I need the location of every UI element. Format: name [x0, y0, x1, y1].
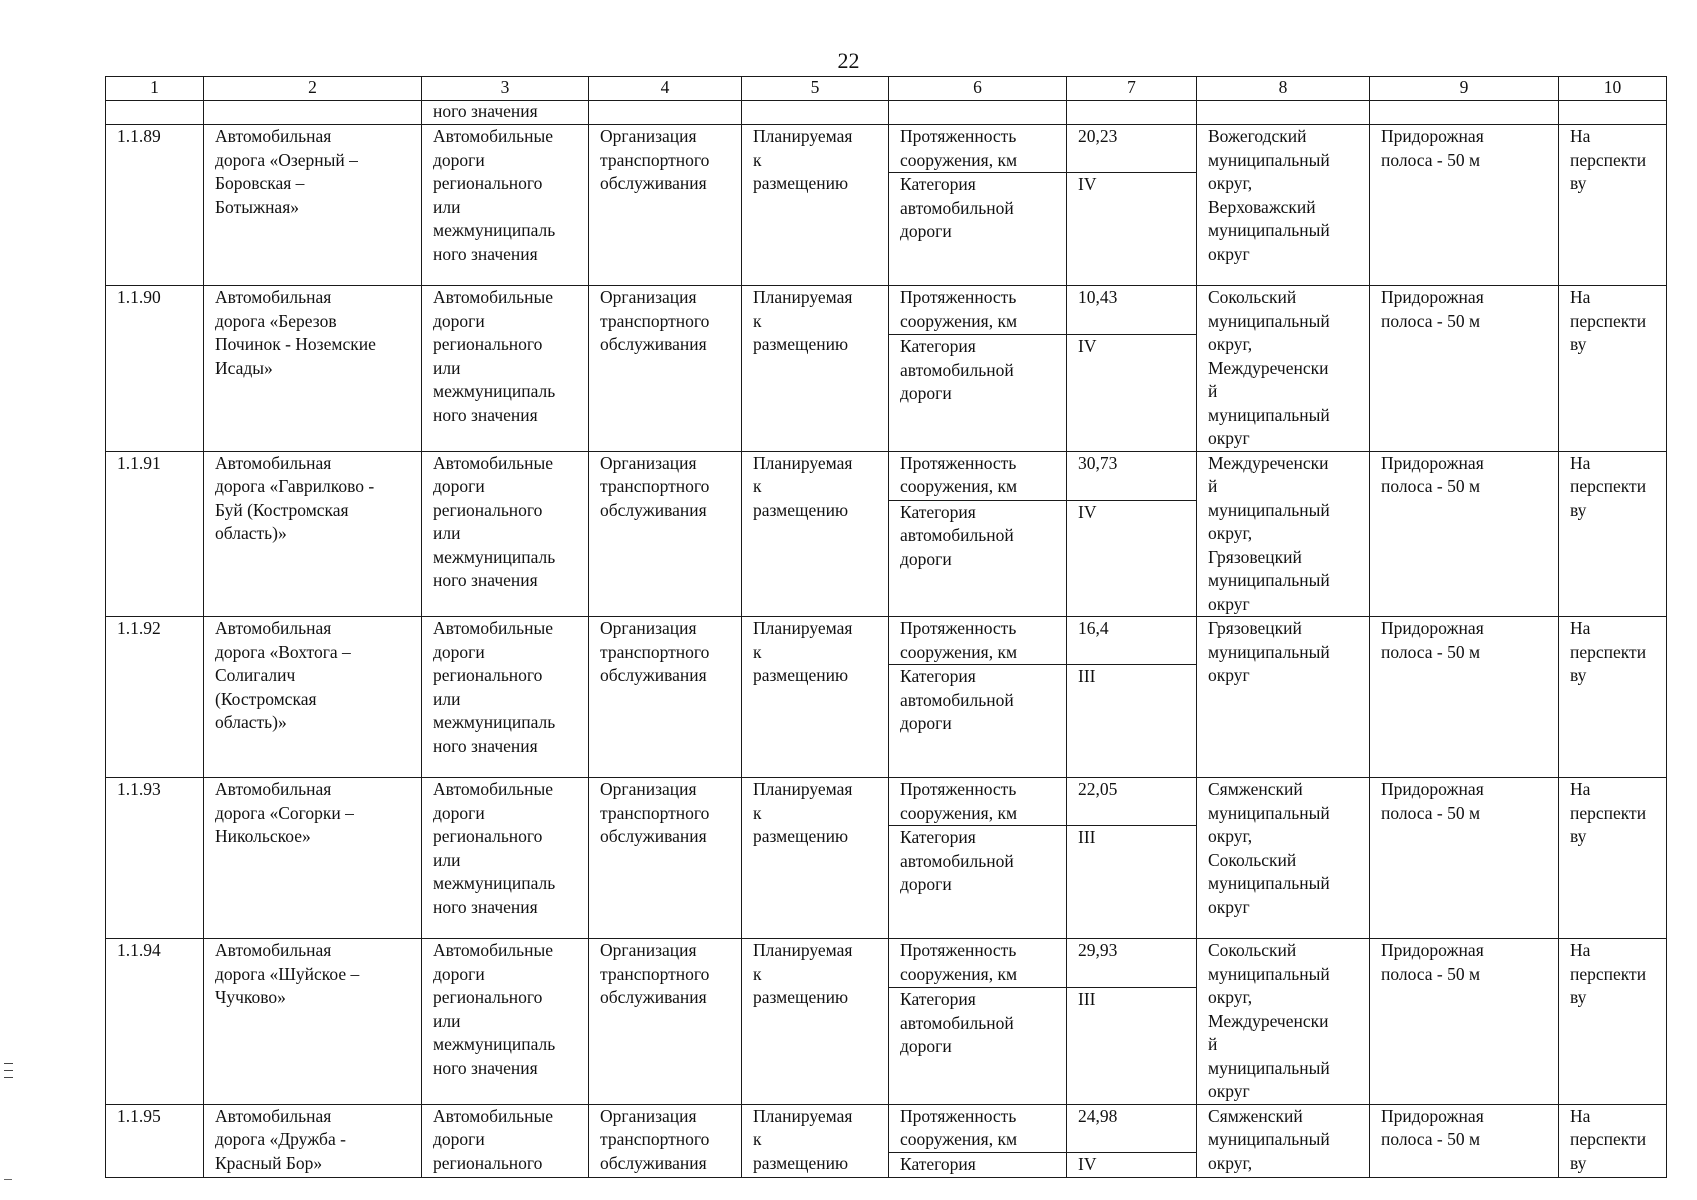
- column-number: 7: [1067, 77, 1197, 101]
- table-cell: [589, 101, 742, 125]
- implementation-term: На перспекти ву: [1559, 778, 1667, 939]
- column-number: 3: [422, 77, 589, 101]
- object-location: Междуреченски й муниципальный округ, Грязовецкий муниципальный округ: [1197, 451, 1370, 617]
- object-location: Сямженский муниципальный округ, Сокольский муниципальный округ: [1197, 778, 1370, 939]
- object-name: Автомобильная дорога «Шуйское – Чучково»: [204, 939, 422, 1105]
- object-status: Планируемая к размещению: [742, 1104, 889, 1177]
- table-row: [106, 286, 1667, 335]
- object-status: Планируемая к размещению: [742, 451, 889, 617]
- implementation-term: На перспекти ву: [1559, 451, 1667, 617]
- margin-mark: [4, 1179, 12, 1180]
- table-row: [106, 617, 1667, 665]
- parameter-value: III: [1067, 665, 1197, 778]
- parameter-value: IV: [1067, 335, 1197, 451]
- row-number: 1.1.93: [106, 778, 204, 939]
- object-status: Планируемая к размещению: [742, 286, 889, 452]
- table-cell: [1197, 101, 1370, 125]
- row-number: 1.1.91: [106, 451, 204, 617]
- table-row: [106, 451, 1667, 500]
- protection-zone: Придорожная полоса - 50 м: [1370, 451, 1559, 617]
- table-cell: [1067, 101, 1197, 125]
- object-name: Автомобильная дорога «Дружба - Красный Бор»: [204, 1104, 422, 1177]
- object-location: Сямженский муниципальный округ,: [1197, 1104, 1370, 1177]
- parameter-value: 24,98: [1067, 1104, 1197, 1152]
- parameter-value: 29,93: [1067, 939, 1197, 988]
- parameter-name: Протяженность сооружения, км: [889, 1104, 1067, 1152]
- parameter-value: 10,43: [1067, 286, 1197, 335]
- object-kind: Автомобильные дороги регионального или межмуниципаль ного значения: [422, 617, 589, 778]
- protection-zone: Придорожная полоса - 50 м: [1370, 617, 1559, 778]
- object-purpose: Организация транспортного обслуживания: [589, 286, 742, 452]
- margin-mark: [4, 1077, 13, 1078]
- row-number: 1.1.94: [106, 939, 204, 1105]
- parameter-name: Категория автомобильной дороги: [889, 988, 1067, 1104]
- table-cell: [204, 101, 422, 125]
- protection-zone: Придорожная полоса - 50 м: [1370, 939, 1559, 1105]
- parameter-value: IV: [1067, 500, 1197, 616]
- object-purpose: Организация транспортного обслуживания: [589, 125, 742, 286]
- margin-mark: [4, 1070, 13, 1071]
- object-name: Автомобильная дорога «Озерный – Боровская – Ботыжная»: [204, 125, 422, 286]
- object-name: Автомобильная дорога «Согорки – Никольское»: [204, 778, 422, 939]
- column-number: 6: [889, 77, 1067, 101]
- object-status: Планируемая к размещению: [742, 125, 889, 286]
- table-cell: [889, 101, 1067, 125]
- implementation-term: На перспекти ву: [1559, 617, 1667, 778]
- parameter-value: 22,05: [1067, 778, 1197, 826]
- column-number: 2: [204, 77, 422, 101]
- object-purpose: Организация транспортного обслуживания: [589, 1104, 742, 1177]
- column-number: 1: [106, 77, 204, 101]
- parameter-name: Протяженность сооружения, км: [889, 286, 1067, 335]
- parameter-value: III: [1067, 988, 1197, 1104]
- row-number: 1.1.92: [106, 617, 204, 778]
- table-cell: [742, 101, 889, 125]
- object-kind: Автомобильные дороги регионального или межмуниципаль ного значения: [422, 125, 589, 286]
- parameter-name: Категория автомобильной дороги: [889, 500, 1067, 616]
- table-cell: [1370, 101, 1559, 125]
- object-location: Сокольский муниципальный округ, Междуреченски й муниципальный округ: [1197, 286, 1370, 452]
- object-location: Сокольский муниципальный округ, Междуреченски й муниципальный округ: [1197, 939, 1370, 1105]
- parameter-value: 20,23: [1067, 125, 1197, 173]
- protection-zone: Придорожная полоса - 50 м: [1370, 1104, 1559, 1177]
- object-status: Планируемая к размещению: [742, 778, 889, 939]
- object-location: Вожегодский муниципальный округ, Верховажский муниципальный округ: [1197, 125, 1370, 286]
- parameter-value: 30,73: [1067, 451, 1197, 500]
- object-status: Планируемая к размещению: [742, 617, 889, 778]
- page-number: 22: [837, 48, 860, 73]
- object-location: Грязовецкий муниципальный округ: [1197, 617, 1370, 778]
- protection-zone: Придорожная полоса - 50 м: [1370, 286, 1559, 452]
- parameter-name: Категория автомобильной дороги: [889, 665, 1067, 778]
- protection-zone: Придорожная полоса - 50 м: [1370, 125, 1559, 286]
- object-kind-continuation: ного значения: [422, 101, 589, 125]
- object-purpose: Организация транспортного обслуживания: [589, 778, 742, 939]
- object-name: Автомобильная дорога «Березов Починок - Ноземские Исады»: [204, 286, 422, 452]
- object-kind: Автомобильные дороги регионального или межмуниципаль ного значения: [422, 778, 589, 939]
- parameter-name: Категория автомобильной дороги: [889, 173, 1067, 286]
- parameter-name: Категория автомобильной дороги: [889, 335, 1067, 451]
- table-row: [106, 125, 1667, 173]
- column-number: 8: [1197, 77, 1370, 101]
- margin-mark: [4, 1063, 13, 1064]
- table-row: [106, 1104, 1667, 1152]
- parameter-value: 16,4: [1067, 617, 1197, 665]
- parameter-value: IV: [1067, 1152, 1197, 1177]
- table-cell: [106, 101, 204, 125]
- object-purpose: Организация транспортного обслуживания: [589, 617, 742, 778]
- parameter-name: Протяженность сооружения, км: [889, 939, 1067, 988]
- object-kind: Автомобильные дороги регионального или межмуниципаль ного значения: [422, 939, 589, 1105]
- column-number: 10: [1559, 77, 1667, 101]
- row-number: 1.1.90: [106, 286, 204, 452]
- object-kind: Автомобильные дороги регионального или межмуниципаль ного значения: [422, 451, 589, 617]
- planned-objects-table: [105, 76, 1667, 1178]
- row-number: 1.1.95: [106, 1104, 204, 1177]
- row-number: 1.1.89: [106, 125, 204, 286]
- column-number: 5: [742, 77, 889, 101]
- parameter-name: Категория: [889, 1152, 1067, 1177]
- parameter-name: Протяженность сооружения, км: [889, 451, 1067, 500]
- implementation-term: На перспекти ву: [1559, 1104, 1667, 1177]
- table-row: [106, 778, 1667, 826]
- object-status: Планируемая к размещению: [742, 939, 889, 1105]
- table-cell: [1559, 101, 1667, 125]
- implementation-term: На перспекти ву: [1559, 939, 1667, 1105]
- object-kind: Автомобильные дороги регионального или межмуниципаль ного значения: [422, 286, 589, 452]
- object-purpose: Организация транспортного обслуживания: [589, 939, 742, 1105]
- parameter-name: Протяженность сооружения, км: [889, 125, 1067, 173]
- parameter-value: IV: [1067, 173, 1197, 286]
- protection-zone: Придорожная полоса - 50 м: [1370, 778, 1559, 939]
- parameter-name: Категория автомобильной дороги: [889, 826, 1067, 939]
- table-row: [106, 939, 1667, 988]
- column-number: 9: [1370, 77, 1559, 101]
- object-purpose: Организация транспортного обслуживания: [589, 451, 742, 617]
- parameter-name: Протяженность сооружения, км: [889, 617, 1067, 665]
- column-number-row: [106, 77, 1667, 101]
- object-name: Автомобильная дорога «Вохтога – Солигалич (Костромская область)»: [204, 617, 422, 778]
- object-kind: Автомобильные дороги регионального: [422, 1104, 589, 1177]
- parameter-value: III: [1067, 826, 1197, 939]
- implementation-term: На перспекти ву: [1559, 286, 1667, 452]
- continuation-row: [106, 101, 1667, 125]
- implementation-term: На перспекти ву: [1559, 125, 1667, 286]
- parameter-name: Протяженность сооружения, км: [889, 778, 1067, 826]
- column-number: 4: [589, 77, 742, 101]
- object-name: Автомобильная дорога «Гаврилково - Буй (Костромская область)»: [204, 451, 422, 617]
